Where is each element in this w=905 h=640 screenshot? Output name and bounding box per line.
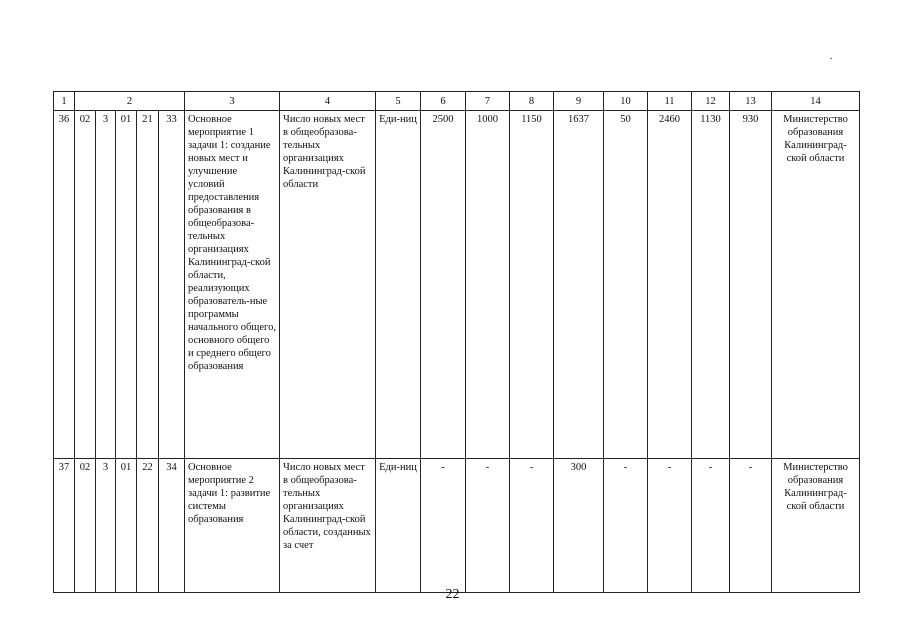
code-cell: 02	[75, 111, 96, 459]
indicator-name: Число новых мест в общеобразова-тельных организациях Калининград-ской области	[280, 111, 376, 459]
code-cell: 3	[96, 111, 116, 459]
table-row	[54, 459, 860, 593]
value-cell: -	[604, 459, 648, 593]
activity-name: Основное мероприятие 2 задачи 1: развитие системы образования	[185, 459, 280, 593]
row-number: 37	[54, 459, 75, 593]
code-cell: 34	[159, 459, 185, 593]
header-cell: 6	[421, 92, 466, 111]
scan-speck	[830, 58, 832, 59]
value-cell: -	[421, 459, 466, 593]
value-cell: 50	[604, 111, 648, 459]
header-cell: 2	[75, 92, 185, 111]
unit-cell: Еди-ниц	[376, 111, 421, 459]
value-cell: -	[692, 459, 730, 593]
code-cell: 22	[137, 459, 159, 593]
header-cell: 13	[730, 92, 772, 111]
value-cell: -	[648, 459, 692, 593]
value-cell: 2500	[421, 111, 466, 459]
header-cell: 5	[376, 92, 421, 111]
value-cell: 2460	[648, 111, 692, 459]
code-cell: 21	[137, 111, 159, 459]
header-cell: 10	[604, 92, 648, 111]
header-cell: 1	[54, 92, 75, 111]
indicator-name: Число новых мест в общеобразова-тельных организациях Калининград-ской области, созданных за счет	[280, 459, 376, 593]
indicators-table	[53, 91, 860, 593]
value-cell: -	[730, 459, 772, 593]
header-cell: 9	[554, 92, 604, 111]
header-cell: 7	[466, 92, 510, 111]
value-cell: 930	[730, 111, 772, 459]
code-cell: 01	[116, 459, 137, 593]
value-cell: 1150	[510, 111, 554, 459]
value-cell: 1000	[466, 111, 510, 459]
executor-cell: Министерство образования Калининград-ской области	[772, 111, 860, 459]
code-cell: 01	[116, 111, 137, 459]
header-cell: 8	[510, 92, 554, 111]
activity-name: Основное мероприятие 1 задачи 1: создание новых мест и улучшение условий предоставления образования в общеобразова-тельных организациях Калининград-ской области, реализующих образователь-ные программы начального общего, основного общего и среднего общего образования	[185, 111, 280, 459]
value-cell: -	[510, 459, 554, 593]
unit-cell: Еди-ниц	[376, 459, 421, 593]
code-cell: 02	[75, 459, 96, 593]
header-cell: 4	[280, 92, 376, 111]
header-cell: 3	[185, 92, 280, 111]
code-cell: 3	[96, 459, 116, 593]
value-cell: 1637	[554, 111, 604, 459]
row-number: 36	[54, 111, 75, 459]
code-cell: 33	[159, 111, 185, 459]
executor-cell: Министерство образования Калининград-ской области	[772, 459, 860, 593]
table-row	[54, 111, 860, 459]
value-cell: 300	[554, 459, 604, 593]
page-number: 22	[445, 587, 460, 602]
header-cell: 12	[692, 92, 730, 111]
value-cell: 1130	[692, 111, 730, 459]
value-cell: -	[466, 459, 510, 593]
header-cell: 11	[648, 92, 692, 111]
header-cell: 14	[772, 92, 860, 111]
header-row	[54, 92, 860, 111]
